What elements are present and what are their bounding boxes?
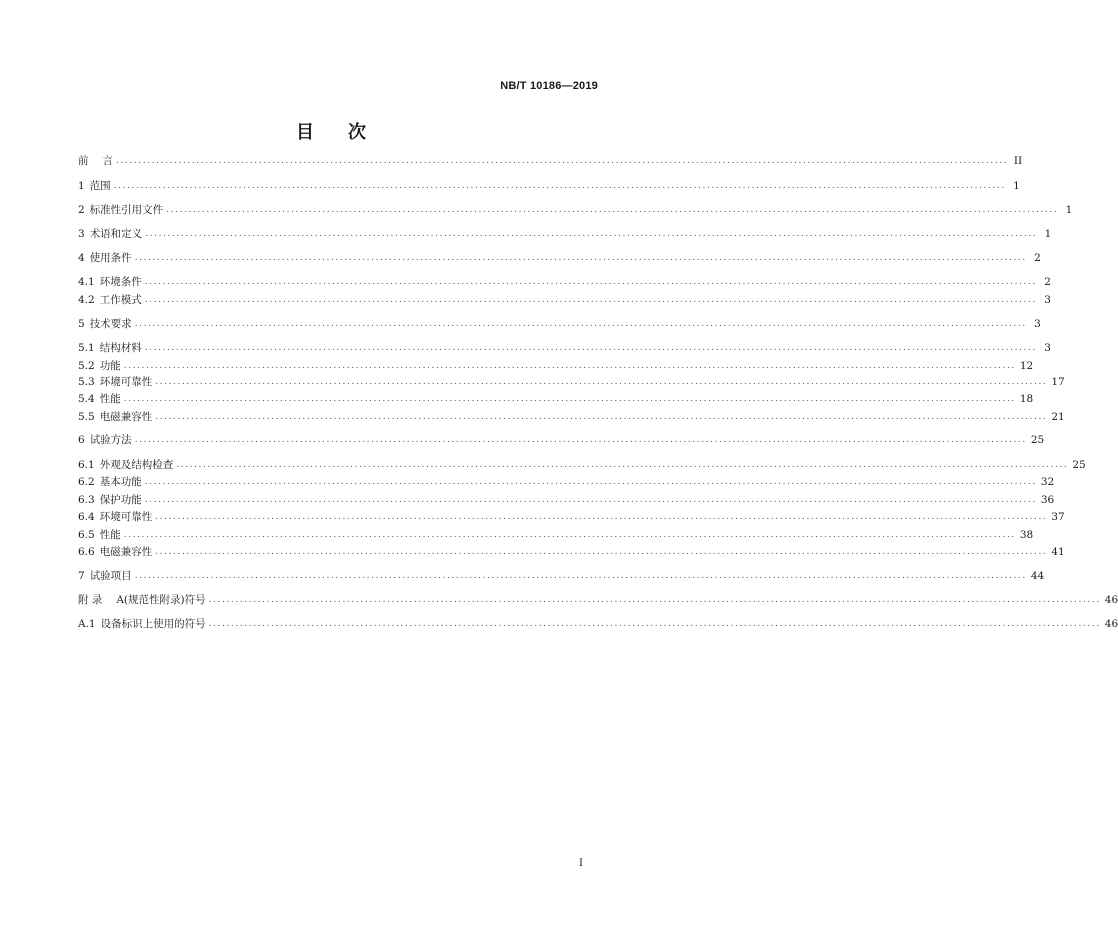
toc-entry-label: 性能 bbox=[99, 529, 121, 541]
toc-entry-label: 试验方法 bbox=[89, 434, 132, 446]
toc-entry[interactable] bbox=[78, 153, 1023, 169]
toc-entry-label: 环境条件 bbox=[99, 276, 142, 288]
toc-entry-page: 44 bbox=[1030, 570, 1045, 582]
toc-entry-page: 2 bbox=[1044, 276, 1051, 288]
toc-entry-page: 32 bbox=[1040, 476, 1055, 488]
toc-entry[interactable] bbox=[78, 568, 1045, 584]
toc-entry-label: 术语和定义 bbox=[89, 228, 143, 240]
toc-entry-number: 6.1 bbox=[78, 459, 95, 471]
page-number: I bbox=[579, 858, 583, 869]
toc-entry-label: 环境可靠性 bbox=[99, 376, 153, 388]
toc-entry-label: 标准性引用文件 bbox=[89, 204, 164, 216]
toc-entry-page: 2 bbox=[1034, 252, 1041, 264]
toc-entry-label: 言 bbox=[102, 155, 113, 167]
toc-entry-number: 3 bbox=[78, 228, 85, 240]
toc-entry-label: A(规范性附录)符号 bbox=[116, 594, 206, 606]
toc-entry-number: A.1 bbox=[78, 618, 96, 630]
toc-entry-label: 电磁兼容性 bbox=[99, 411, 153, 423]
title-char-1: 目 bbox=[296, 122, 314, 143]
toc-entry-page: 46 bbox=[1104, 618, 1118, 630]
toc-entry[interactable] bbox=[78, 457, 1086, 473]
toc-entry-page: 1 bbox=[1065, 204, 1073, 216]
toc-entry-label: 范围 bbox=[89, 180, 111, 192]
toc-leader-dots: ........................................................................................................................................................................................................ bbox=[134, 571, 1027, 581]
toc-entry-page: 3 bbox=[1034, 318, 1041, 330]
toc-entry-page: 21 bbox=[1051, 411, 1065, 423]
toc-entry[interactable] bbox=[78, 358, 1034, 374]
toc-entry-page: 1 bbox=[1044, 228, 1052, 240]
toc-entry-page: 41 bbox=[1051, 546, 1065, 558]
toc-entry[interactable] bbox=[78, 274, 1051, 290]
toc-entry-page: 17 bbox=[1051, 376, 1065, 388]
toc-leader-dots: ........................................................................................................................................................................................................ bbox=[123, 361, 1016, 371]
toc-entry-number: 1 bbox=[78, 180, 85, 192]
toc-entry-number: 7 bbox=[78, 570, 85, 582]
toc-entry-number: 5 bbox=[78, 318, 85, 330]
toc-entry-number: 5.1 bbox=[78, 342, 95, 354]
toc-entry[interactable] bbox=[78, 316, 1041, 332]
toc-entry-label: 功能 bbox=[99, 360, 121, 372]
toc-entry[interactable] bbox=[78, 527, 1034, 543]
toc-entry[interactable] bbox=[78, 592, 1118, 608]
toc-entry-number: 6.6 bbox=[78, 546, 95, 558]
toc-leader-dots: ........................................................................................................................................................................................................ bbox=[176, 460, 1069, 470]
toc-entry-number: 4.1 bbox=[78, 276, 95, 288]
toc-entry[interactable] bbox=[78, 409, 1065, 425]
toc-leader-dots: ........................................................................................................................................................................................................ bbox=[123, 394, 1016, 404]
toc-entry-label: 基本功能 bbox=[99, 476, 142, 488]
toc-entry-label: 电磁兼容性 bbox=[99, 546, 153, 558]
toc-leader-dots: ........................................................................................................................................................................................................ bbox=[155, 547, 1048, 557]
toc-entry-page: 1 bbox=[1013, 180, 1020, 192]
toc-entry[interactable] bbox=[78, 340, 1051, 356]
toc-entry-label: 环境可靠性 bbox=[99, 511, 153, 523]
toc-entry[interactable] bbox=[78, 374, 1065, 390]
toc-leader-dots: ........................................................................................................................................................................................................ bbox=[145, 229, 1038, 239]
toc-entry-page: II bbox=[1013, 155, 1023, 167]
toc-leader-dots: ........................................................................................................................................................................................................ bbox=[113, 181, 1006, 191]
toc-entry-number: 附 录 bbox=[78, 594, 103, 606]
toc-entry-number: 5.2 bbox=[78, 360, 95, 372]
toc-entry-label: 结构材料 bbox=[99, 342, 142, 354]
toc-leader-dots: ........................................................................................................................................................................................................ bbox=[208, 619, 1101, 629]
toc-entry-label: 技术要求 bbox=[89, 318, 132, 330]
toc-entry[interactable] bbox=[78, 492, 1055, 508]
toc-entry[interactable] bbox=[78, 178, 1020, 194]
standard-number: NB/T 10186—2019 bbox=[500, 80, 598, 92]
toc-entry-number: 6.5 bbox=[78, 529, 95, 541]
toc-entry-number: 6 bbox=[78, 434, 85, 446]
toc-leader-dots: ........................................................................................................................................................................................................ bbox=[144, 477, 1037, 487]
toc-leader-dots: ........................................................................................................................................................................................................ bbox=[116, 156, 1009, 166]
toc-entry-label: 使用条件 bbox=[89, 252, 132, 264]
toc-entry-page: 37 bbox=[1051, 511, 1065, 523]
toc-leader-dots: ........................................................................................................................................................................................................ bbox=[134, 435, 1027, 445]
toc-leader-dots: ........................................................................................................................................................................................................ bbox=[134, 319, 1027, 329]
toc-leader-dots: ........................................................................................................................................................................................................ bbox=[123, 530, 1016, 540]
toc-entry-label: 性能 bbox=[99, 393, 121, 405]
toc-leader-dots: ........................................................................................................................................................................................................ bbox=[144, 495, 1037, 505]
toc-entry[interactable] bbox=[78, 292, 1051, 308]
toc-entry-label: 外观及结构检查 bbox=[99, 459, 174, 471]
toc-entry[interactable] bbox=[78, 544, 1065, 560]
toc-entry-label: 试验项目 bbox=[89, 570, 132, 582]
toc-entry-number: 前 bbox=[78, 155, 89, 167]
toc-entry-page: 25 bbox=[1072, 459, 1086, 471]
toc-entry-label: 工作模式 bbox=[99, 294, 142, 306]
toc-leader-dots: ........................................................................................................................................................................................................ bbox=[208, 595, 1101, 605]
toc-entry-page: 3 bbox=[1044, 294, 1051, 306]
toc-entry-page: 18 bbox=[1019, 393, 1034, 405]
toc-entry-page: 25 bbox=[1030, 434, 1045, 446]
title-char-2: 次 bbox=[348, 122, 366, 143]
toc-entry[interactable] bbox=[78, 474, 1055, 490]
toc-entry-number: 5.3 bbox=[78, 376, 95, 388]
toc-entry[interactable] bbox=[78, 616, 1118, 632]
toc-entry-number: 5.5 bbox=[78, 411, 95, 423]
toc-entry-number: 6.3 bbox=[78, 494, 95, 506]
toc-leader-dots: ........................................................................................................................................................................................................ bbox=[155, 377, 1048, 387]
toc-leader-dots: ........................................................................................................................................................................................................ bbox=[166, 205, 1059, 215]
toc-leader-dots: ........................................................................................................................................................................................................ bbox=[155, 412, 1048, 422]
toc-leader-dots: ........................................................................................................................................................................................................ bbox=[144, 295, 1037, 305]
toc-entry-number: 2 bbox=[78, 204, 85, 216]
toc-entry[interactable] bbox=[78, 432, 1045, 448]
page-title bbox=[0, 118, 662, 144]
toc-entry-page: 12 bbox=[1019, 360, 1034, 372]
toc-entry[interactable] bbox=[78, 391, 1034, 407]
toc-entry-label: 保护功能 bbox=[99, 494, 142, 506]
toc-entry-number: 4.2 bbox=[78, 294, 95, 306]
toc-entry[interactable] bbox=[78, 202, 1073, 218]
toc-leader-dots: ........................................................................................................................................................................................................ bbox=[144, 343, 1037, 353]
toc-entry[interactable] bbox=[78, 509, 1065, 525]
toc-leader-dots: ........................................................................................................................................................................................................ bbox=[134, 253, 1027, 263]
toc-entry[interactable] bbox=[78, 250, 1041, 266]
toc-entry-page: 46 bbox=[1104, 594, 1118, 606]
toc-entry-label: 设备标识上使用的符号 bbox=[100, 618, 206, 630]
toc-entry-page: 36 bbox=[1040, 494, 1055, 506]
toc-entry-number: 6.2 bbox=[78, 476, 95, 488]
toc-entry-page: 3 bbox=[1044, 342, 1051, 354]
toc-leader-dots: ........................................................................................................................................................................................................ bbox=[144, 277, 1037, 287]
toc-entry-number: 5.4 bbox=[78, 393, 95, 405]
toc-entry-number: 6.4 bbox=[78, 511, 95, 523]
toc-entry-page: 38 bbox=[1019, 529, 1034, 541]
toc-entry-number: 4 bbox=[78, 252, 85, 264]
toc-entry[interactable] bbox=[78, 226, 1052, 242]
toc-leader-dots: ........................................................................................................................................................................................................ bbox=[155, 512, 1048, 522]
